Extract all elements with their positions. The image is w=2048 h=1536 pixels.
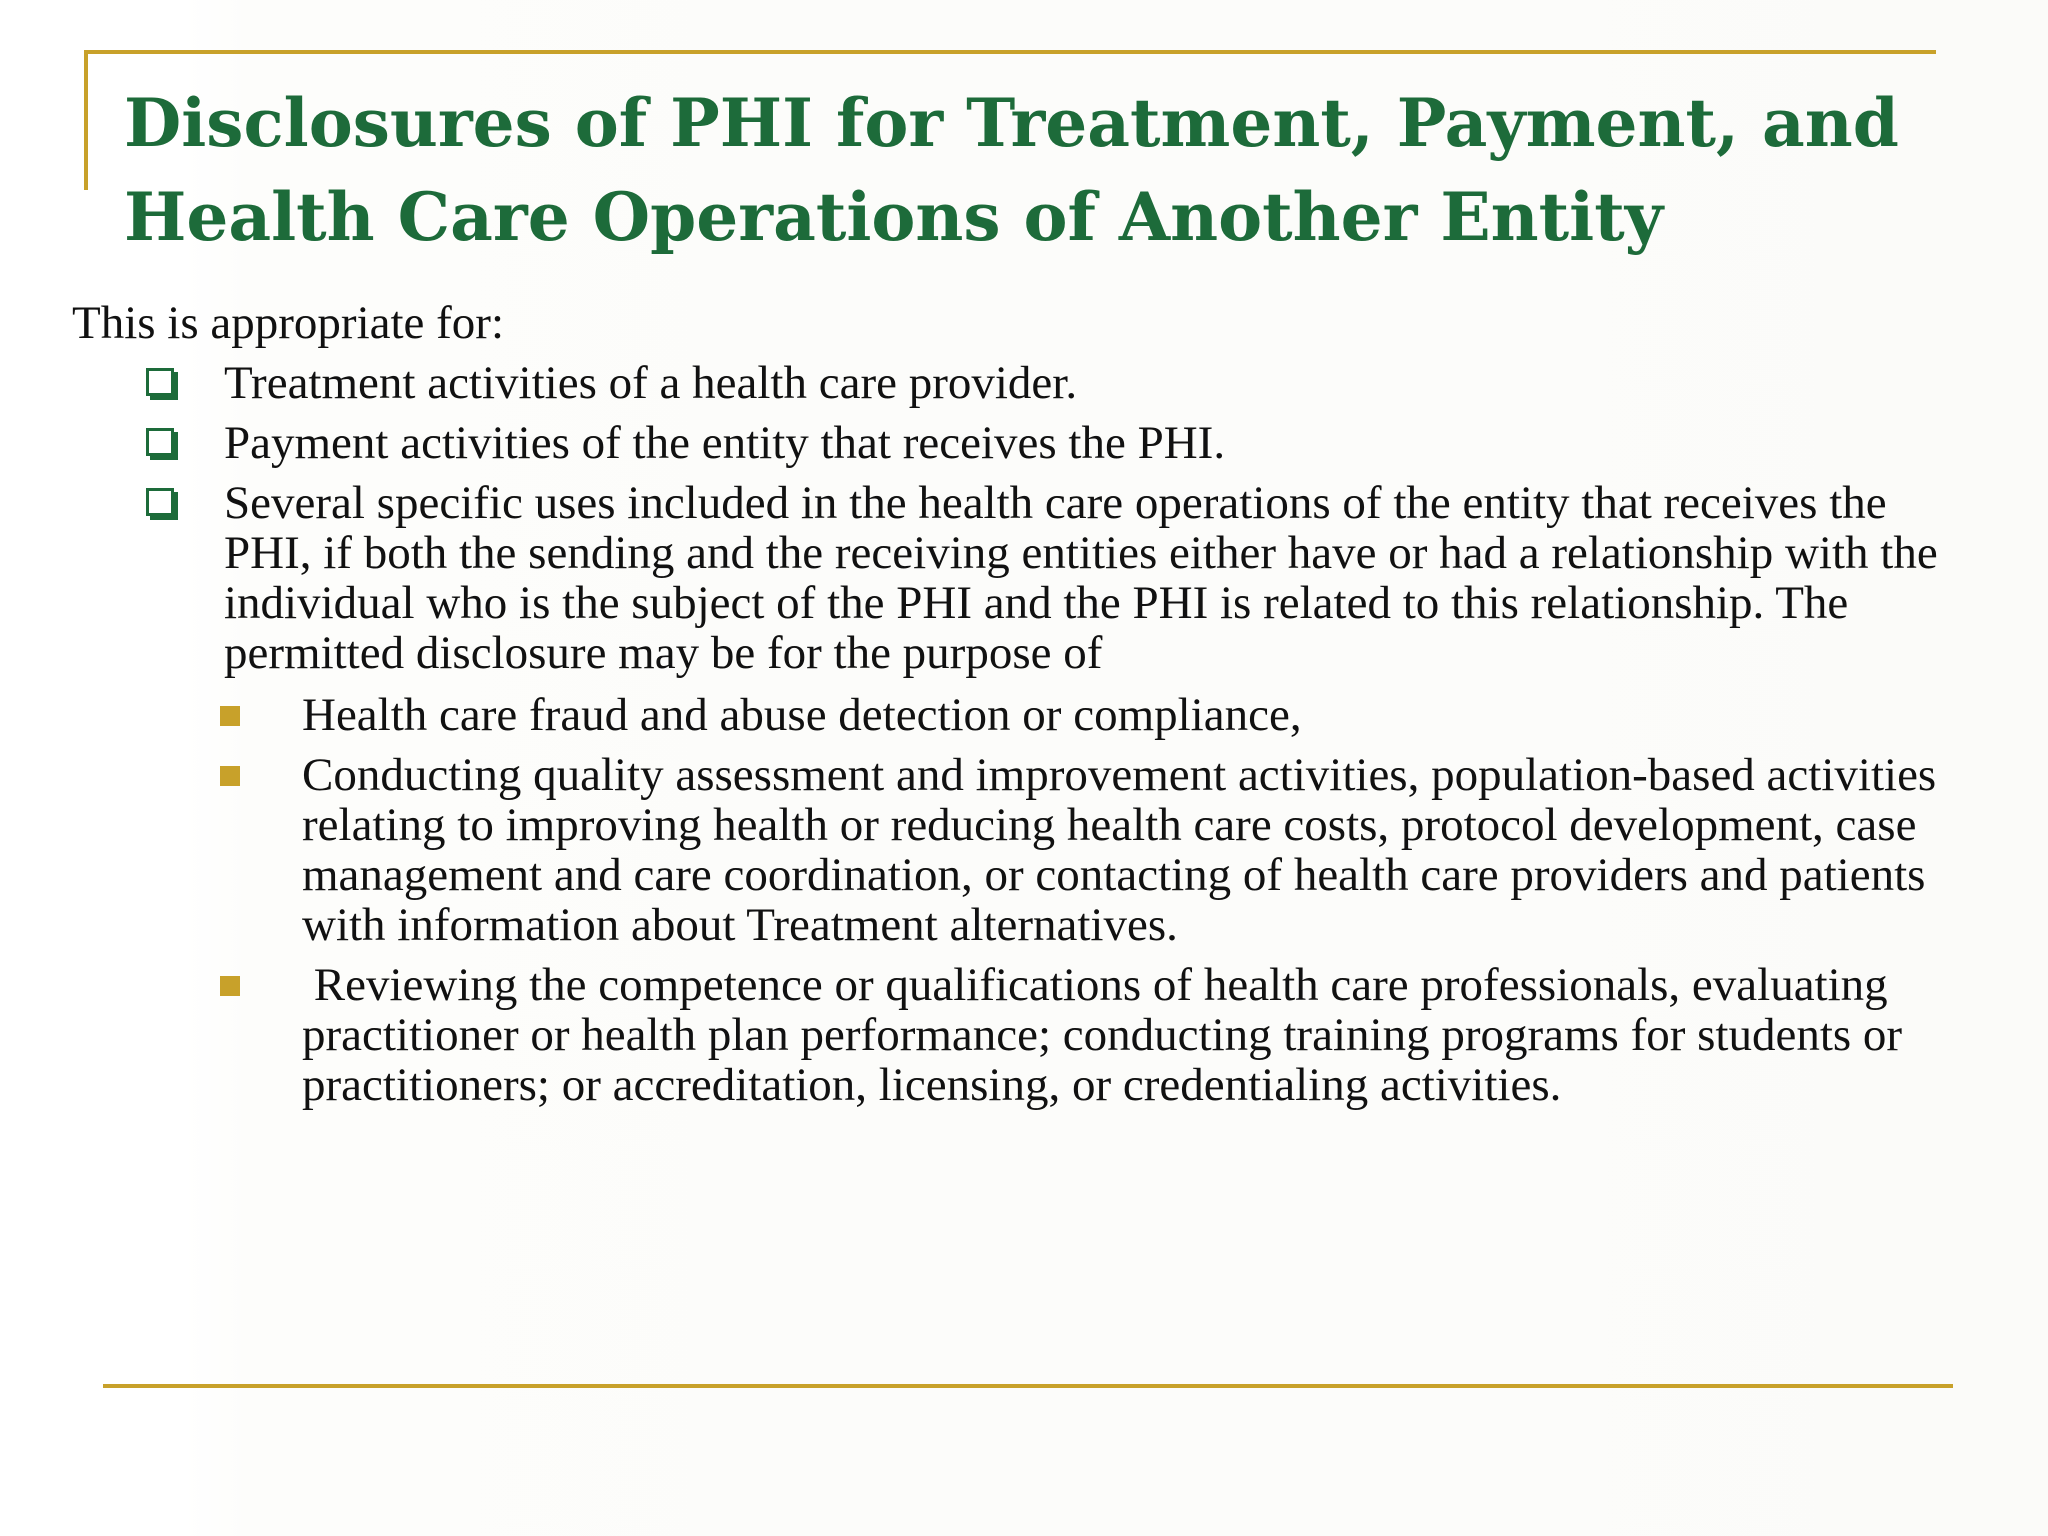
bullet-list <box>72 358 1982 1110</box>
bullet-text: Treatment activities of a health care provider. <box>224 357 1078 409</box>
sub-bullet-item <box>72 960 1982 1110</box>
bottom-rule <box>103 1384 1953 1388</box>
sub-bullet-text: Health care fraud and abuse detection or compliance, <box>302 689 1302 741</box>
filled-square-icon <box>220 766 240 786</box>
sub-bullet-list <box>224 690 1982 1110</box>
bullet-text: Payment activities of the entity that receives the PHI. <box>224 417 1226 469</box>
bullet-item <box>72 358 1982 408</box>
sub-bullet-item <box>72 750 1982 950</box>
bullet-text: Several specific uses included in the health care operations of the entity that receives the PHI, if both the sending and the receiving entities either have or had a relationship with the individual who is the subject of the PHI and the PHI is related to this relationship. The permitted disclosure may be for the purpose of <box>224 477 1938 679</box>
sub-bullet-text: Conducting quality assessment and improvement activities, population-based activities relating to improving health or reducing health care costs, protocol development, case management and care coordination, or contacting of health care providers and patients with information about Treatment alternatives. <box>302 749 1937 951</box>
intro-text: This is appropriate for: <box>72 297 505 349</box>
bullet-item <box>72 418 1982 468</box>
filled-square-icon <box>220 976 240 996</box>
top-rule <box>84 50 1936 54</box>
checkbox-square-icon <box>146 488 174 516</box>
sub-bullet-item <box>72 690 1982 740</box>
sub-bullet-text: Reviewing the competence or qualifications of health care professionals, evaluating practitioner or health plan performance; conducting training programs for students or practitioners; or accreditation, licensing, or credentialing activities. <box>302 959 1914 1111</box>
slide-body <box>72 298 1982 1120</box>
filled-square-icon <box>220 706 240 726</box>
checkbox-square-icon <box>146 368 174 396</box>
slide-title: Disclosures of PHI for Treatment, Payment, and Health Care Operations of Another Entity <box>124 84 1899 256</box>
checkbox-square-icon <box>146 428 174 456</box>
bullet-item <box>72 478 1982 1110</box>
left-rule <box>84 50 88 190</box>
